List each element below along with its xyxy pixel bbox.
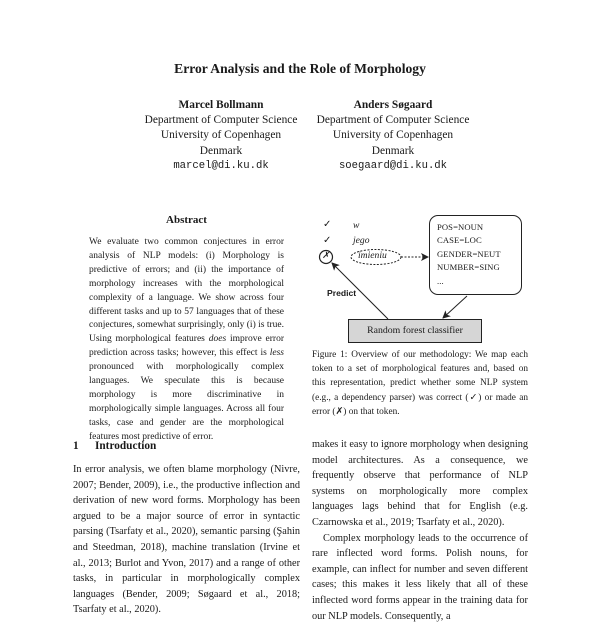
feature-item: CASE=LOC: [437, 235, 482, 246]
abstract-heading: Abstract: [166, 214, 207, 226]
author-name: Marcel Bollmann: [178, 99, 264, 111]
author-university: University of Copenhagen: [160, 129, 282, 142]
feature-item: POS=NOUN: [437, 222, 484, 232]
check-icon: ✓: [323, 235, 332, 246]
feature-item: ...: [437, 275, 444, 286]
author-name: Anders Søgaard: [353, 99, 433, 111]
section-title: Introduction: [95, 440, 157, 452]
abstract-emphasis: less: [269, 348, 284, 359]
token-word: imieniu: [358, 250, 387, 261]
token-word: w: [353, 220, 360, 231]
feature-item: NUMBER=SING: [437, 262, 500, 273]
author-email: marcel@di.ku.dk: [173, 159, 269, 172]
abstract-body: [89, 236, 284, 445]
figure-caption: [312, 348, 528, 419]
intro-right-column: [312, 437, 528, 624]
check-icon: ✓: [323, 219, 332, 230]
author-country: Denmark: [199, 144, 243, 157]
predict-label: Predict: [327, 288, 357, 298]
paper-title: Error Analysis and the Role of Morphology: [174, 61, 426, 76]
figure-1: [305, 205, 540, 345]
caption-text: Overview of our methodology: We map each token to a set of morphological features and, based on this representation, predict whether some NLP system (e.g., a dependency parser) was correct (✓) or made an error (✗) on that token.: [312, 350, 528, 417]
author-department: Department of Computer Science: [316, 114, 470, 127]
classifier-box: Random forest classifier: [348, 319, 482, 343]
feature-box: [429, 215, 522, 295]
abstract-emphasis: does: [208, 334, 227, 345]
author-block-2: [273, 98, 513, 174]
intro-left-paragraph: In error analysis, we often blame morphology (Nivre, 2007; Bender, 2009), i.e., the productive inflection and derivation of new word forms. Morphology has been argued to be a major source of error in syntactic parsing (Tsarfaty et al., 2020), semantic parsing (Şahin and Steedman, 2018), machine translation (Irvine et al., 2013; Burlot and Yvon, 2017) and a range of other tasks, in particular in morphologically complex languages (Bender, 2009; Søgaard et al., 2018; Tsarfaty et al., 2020).: [73, 464, 300, 616]
token-word: jego: [353, 235, 370, 246]
author-university: University of Copenhagen: [332, 129, 454, 142]
feature-to-classifier-arrow: [443, 296, 467, 318]
author-country: Denmark: [371, 144, 415, 157]
abstract-text: We evaluate two common conjectures in error analysis of NLP models: (i) Morphology is predictive of errors; and (ii) the importance of morphology increases with the morphological complexity of a language. We show across four different tasks and up to 57 languages that of these conjectures, somewhat surprisingly, only (i) is true. Using morphological features: [89, 237, 284, 345]
section-number: 1: [73, 440, 79, 452]
author-email: soegaard@di.ku.dk: [338, 159, 448, 172]
caption-label: Figure 1:: [312, 350, 352, 360]
intro-right-paragraph-2: Complex morphology leads to the occurrence of rare inflected word forms. Polish nouns, for example, can inflect for number and seven different cases; this makes it less likely that all of these inflected word forms appear in the training data for our NLP models. Consequently, a: [312, 532, 528, 622]
abstract-text: pronounced with morphologically complex languages. We speculate this is because morphology is more discriminative in morphologically simple languages. Across all four tasks, case and gender are the morphological features most predictive of error.: [89, 362, 284, 442]
abstract-text: improve error prediction across tasks; however, this effect is: [89, 334, 284, 359]
section-heading: [73, 440, 156, 452]
cross-icon: ✗: [322, 250, 330, 260]
feature-item: GENDER=NEUT: [437, 248, 501, 259]
author-department: Department of Computer Science: [144, 114, 298, 127]
intro-right-paragraph-1: makes it easy to ignore morphology when designing model architectures. As a consequence, we frequently observe that performance of NLP systems on morphologically more complex languages lags behind that for English (e.g. Czarnowska et al., 2019; Tsarfaty et al., 2020).: [312, 439, 528, 528]
